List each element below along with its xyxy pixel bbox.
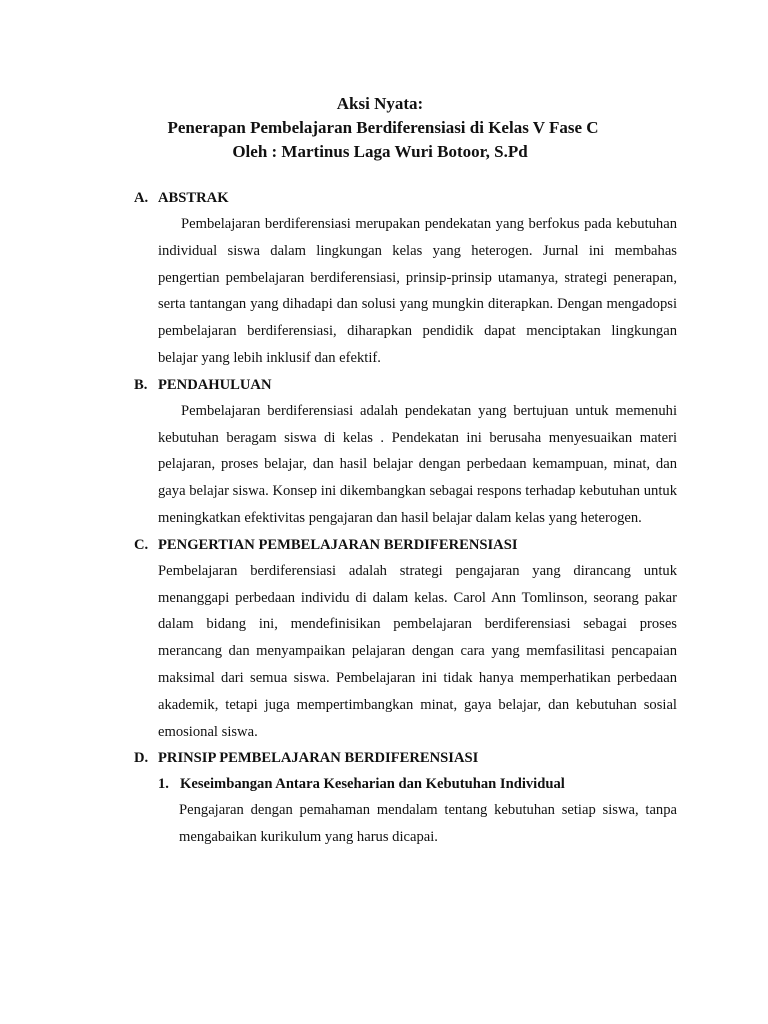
- title-line-3: Oleh : Martinus Laga Wuri Botoor, S.Pd: [232, 142, 528, 161]
- document-title: [0, 92, 768, 164]
- title-line-2: Penerapan Pembelajaran Berdiferensiasi di Kelas V Fase C: [167, 118, 599, 137]
- section-title: PENDAHULUAN: [158, 376, 272, 393]
- section-paragraph-pengertian: Pembelajaran berdiferensiasi adalah strategi pengajaran yang dirancang untuk menanggapi perbedaan individu di dalam kelas. Carol Ann Tomlinson, seorang pakar dalam bidang ini, mendefinisikan pembelajaran berdiferensiasi sebagai proses merancang dan menyampaikan pelajaran dengan cara yang memfasilitasi pencapaian maksimal dari semua siswa. Pembelajaran ini tidak hanya memperhatikan perbedaan akademik, tetapi juga mempertimbangkan minat, gaya belajar, dan kebutuhan sosial emosional siswa.: [158, 562, 677, 740]
- subsection-heading-keseimbangan: [158, 771, 677, 797]
- section-letter: A.: [134, 190, 149, 206]
- subsection-paragraph-keseimbangan: Pengajaran dengan pemahaman mendalam tentang kebutuhan setiap siswa, tanpa mengabaikan kurikulum yang harus dicapai.: [179, 802, 677, 846]
- section-title: PRINSIP PEMBELAJARAN BERDIFERENSIASI: [158, 750, 479, 767]
- section-heading-prinsip: [134, 745, 677, 771]
- subsection-number: 1.: [158, 776, 169, 793]
- section-paragraph-pendahuluan: Pembelajaran berdiferensiasi adalah pendekatan yang bertujuan untuk memenuhi kebutuhan beragam siswa di kelas . Pendekatan ini berusaha menyesuaikan materi pelajaran, proses belajar, dan hasil belajar dengan perbedaan kemampuan, minat, dan gaya belajar siswa. Konsep ini dikembangkan sebagai respons terhadap kebutuhan untuk meningkatkan efektivitas pengajaran dan hasil belajar dalam kelas yang heterogen.: [158, 402, 677, 526]
- subsection-title: Keseimbangan Antara Keseharian dan Kebutuhan Individual: [180, 776, 565, 793]
- section-letter: D.: [134, 750, 149, 767]
- section-heading-pengertian: [134, 532, 677, 558]
- section-heading-abstrak: [134, 185, 677, 211]
- title-line-1: Aksi Nyata:: [336, 94, 424, 113]
- document-body: [134, 185, 677, 851]
- section-paragraph-abstrak: Pembelajaran berdiferensiasi merupakan pendekatan yang berfokus pada kebutuhan individual siswa dalam lingkungan kelas yang heterogen. Jurnal ini membahas pengertian pembelajaran berdiferensiasi, prinsip-prinsip utamanya, strategi penerapan, serta tantangan yang dihadapi dan solusi yang mungkin diterapkan. Dengan mengadopsi pembelajaran berdiferensiasi, diharapkan pendidik dapat menciptakan lingkungan belajar yang lebih inklusif dan efektif.: [158, 216, 677, 366]
- section-heading-pendahuluan: [134, 372, 677, 398]
- section-letter: B.: [134, 376, 148, 393]
- section-title: PENGERTIAN PEMBELAJARAN BERDIFERENSIASI: [158, 536, 518, 553]
- section-title: ABSTRAK: [158, 190, 229, 206]
- section-letter: C.: [134, 536, 149, 553]
